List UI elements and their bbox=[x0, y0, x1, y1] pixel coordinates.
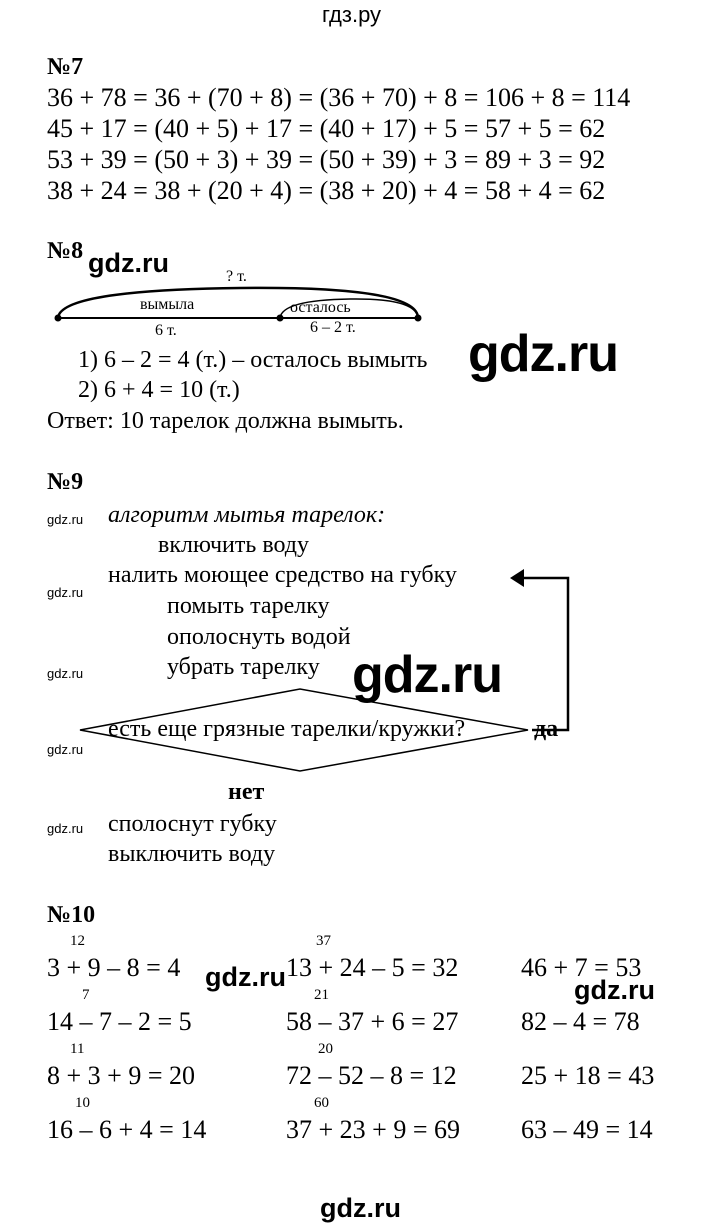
task10-expression: 72 – 52 – 8 = 12 bbox=[286, 1061, 457, 1090]
task10-expression: 14 – 7 – 2 = 5 bbox=[47, 1007, 192, 1036]
task10-expression: 16 – 6 + 4 = 14 bbox=[47, 1115, 207, 1144]
intermediate-value: 37 bbox=[316, 933, 331, 949]
diagram-right-top: осталось bbox=[290, 299, 351, 316]
algorithm-step: помыть тарелку bbox=[167, 593, 330, 619]
task10-expression: 8 + 3 + 9 = 20 bbox=[47, 1061, 195, 1090]
task10-expression: 25 + 18 = 43 bbox=[521, 1061, 655, 1090]
decision-yes: да bbox=[534, 716, 559, 742]
task7-number: №7 bbox=[47, 54, 84, 80]
footer-watermark: gdz.ru bbox=[320, 1193, 401, 1223]
watermark: gdz.ru bbox=[205, 962, 286, 992]
algorithm-step: убрать тарелку bbox=[167, 654, 320, 680]
algorithm-step: налить моющее средство на губку bbox=[108, 562, 457, 588]
diagram-left-top: вымыла bbox=[140, 296, 195, 313]
arrow-head bbox=[510, 569, 524, 587]
task10-number: №10 bbox=[47, 902, 96, 928]
watermark: gdz.ru bbox=[88, 248, 169, 278]
task7-line: 36 + 78 = 36 + (70 + 8) = (36 + 70) + 8 = 106 + 8 = 114 bbox=[47, 83, 631, 112]
task10-expression: 82 – 4 = 78 bbox=[521, 1007, 640, 1036]
watermark: gdz.ru bbox=[47, 585, 84, 600]
watermark: gdz.ru bbox=[47, 512, 84, 527]
intermediate-value: 10 bbox=[75, 1095, 90, 1111]
task10-expression: 13 + 24 – 5 = 32 bbox=[286, 953, 459, 982]
loop-back-arrow bbox=[518, 578, 568, 730]
task7-line: 53 + 39 = (50 + 3) + 39 = (50 + 39) + 3 = 89 + 3 = 92 bbox=[47, 145, 606, 174]
task8-step: 2) 6 + 4 = 10 (т.) bbox=[78, 377, 240, 403]
task10-expression: 46 + 7 = 53 bbox=[521, 953, 642, 982]
algorithm-final-step: выключить воду bbox=[108, 841, 276, 867]
algorithm-step: включить воду bbox=[158, 532, 310, 558]
diagram-total-label: ? т. bbox=[226, 268, 247, 285]
intermediate-value: 21 bbox=[314, 987, 329, 1003]
intermediate-value: 7 bbox=[82, 987, 90, 1003]
task7-line: 45 + 17 = (40 + 5) + 17 = (40 + 17) + 5 = 57 + 5 = 62 bbox=[47, 114, 606, 143]
watermark: gdz.ru bbox=[47, 742, 84, 757]
task8-number: №8 bbox=[47, 238, 84, 264]
task10-expression: 3 + 9 – 8 = 4 bbox=[47, 953, 181, 982]
site-header: гдз.ру bbox=[322, 2, 382, 27]
watermark: gdz.ru bbox=[574, 975, 655, 1005]
diagram-left-bottom: 6 т. bbox=[155, 322, 177, 339]
task8-answer: Ответ: 10 тарелок должна вымыть. bbox=[47, 408, 404, 434]
task8-step: 1) 6 – 2 = 4 (т.) – осталось вымыть bbox=[78, 347, 428, 373]
algorithm-step: ополоснуть водой bbox=[167, 624, 351, 650]
task10-expression: 63 – 49 = 14 bbox=[521, 1115, 653, 1144]
decision-no: нет bbox=[228, 779, 265, 805]
watermark: gdz.ru bbox=[468, 325, 618, 383]
intermediate-value: 20 bbox=[318, 1041, 333, 1057]
task10-expression: 37 + 23 + 9 = 69 bbox=[286, 1115, 460, 1144]
diagram-right-bottom: 6 – 2 т. bbox=[310, 319, 356, 336]
intermediate-value: 11 bbox=[70, 1041, 85, 1057]
watermark: gdz.ru bbox=[352, 646, 502, 704]
intermediate-value: 60 bbox=[314, 1095, 329, 1111]
watermark: gdz.ru bbox=[47, 821, 84, 836]
decision-condition: есть еще грязные тарелки/кружки? bbox=[108, 716, 466, 742]
algorithm-title: алгоритм мытья тарелок: bbox=[108, 502, 386, 528]
algorithm-final-step: сполоснут губку bbox=[108, 811, 277, 837]
task9-number: №9 bbox=[47, 469, 84, 495]
task7-line: 38 + 24 = 38 + (20 + 4) = (38 + 20) + 4 = 58 + 4 = 62 bbox=[47, 176, 606, 205]
watermark: gdz.ru bbox=[47, 666, 84, 681]
intermediate-value: 12 bbox=[70, 933, 85, 949]
task10-expression: 58 – 37 + 6 = 27 bbox=[286, 1007, 459, 1036]
